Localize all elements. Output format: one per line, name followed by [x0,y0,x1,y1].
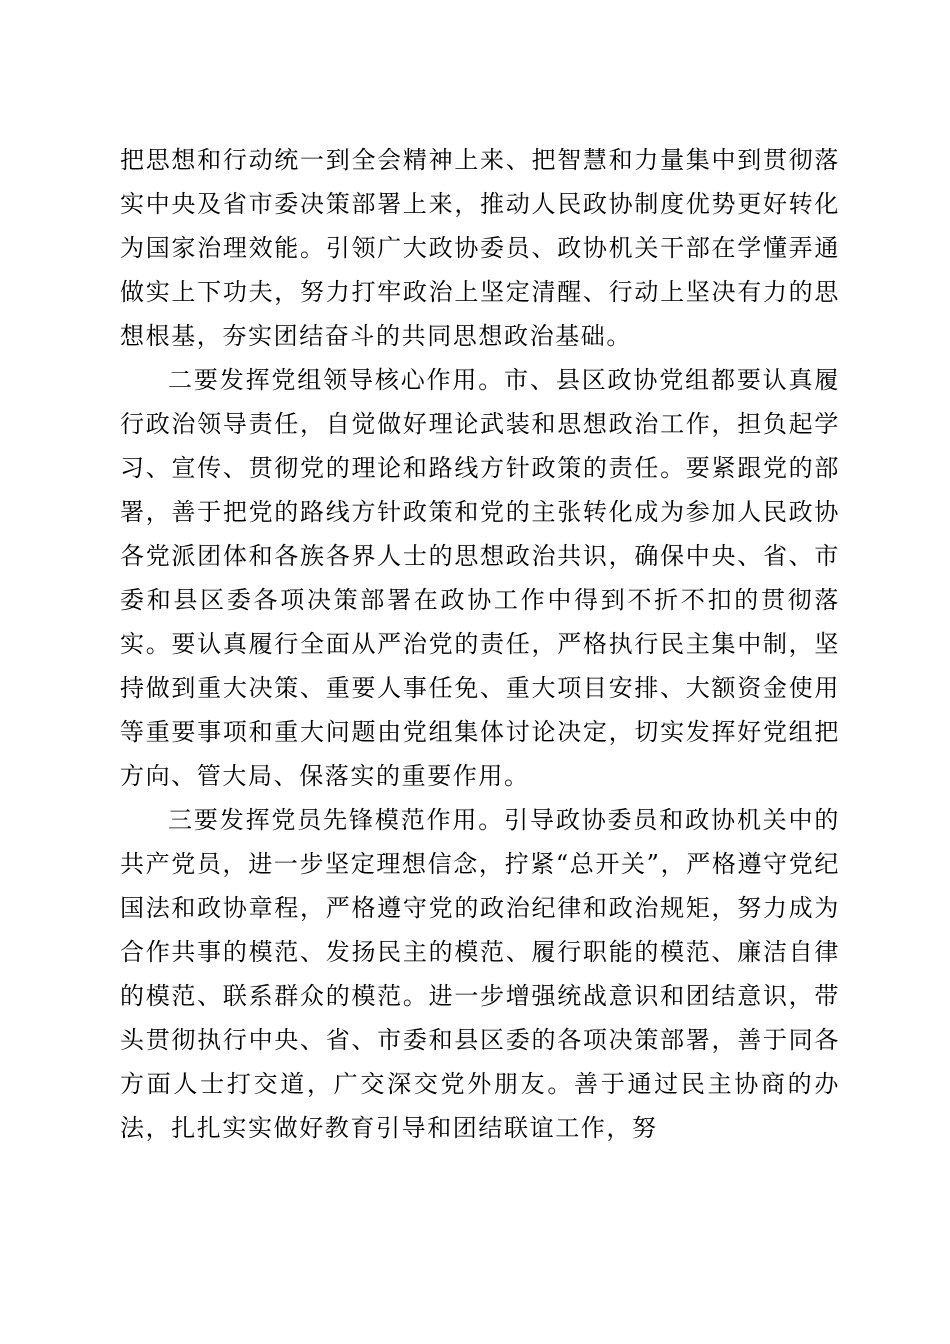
document-body [120,138,840,1150]
paragraph-continued: 把思想和行动统一到全会精神上来、把智慧和力量集中到贯彻落实中央及省市委决策部署上来，推动人民政协制度优势更好转化为国家治理效能。引领广大政协委员、政协机关干部在学懂弄通做实上下功夫，努力打牢政治上坚定清醒、行动上坚决有力的思想根基，夯实团结奋斗的共同思想政治基础。 [120,146,840,350]
paragraph-party-group-role: 二要发挥党组领导核心作用。市、县区政协党组都要认真履行政治领导责任，自觉做好理论武装和思想政治工作，担负起学习、宣传、贯彻党的理论和路线方针政策的责任。要紧跟党的部署，善于把党的路线方针政策和党的主张转化成为参加人民政协各党派团体和各族各界人士的思想政治共识，确保中央、省、市委和县区委各项决策部署在政协工作中得到不折不扣的贯彻落实。要认真履行全面从严治党的责任，严格执行民主集中制，坚持做到重大决策、重要人事任免、重大项目安排、大额资金使用等重要事项和重大问题由党组集体讨论决定，切实发挥好党组把方向、管大局、保落实的重要作用。 [120,366,840,790]
paragraph-party-member-role: 三要发挥党员先锋模范作用。引导政协委员和政协机关中的共产党员，进一步坚定理想信念，拧紧“总开关”，严格遵守党纪国法和政协章程，严格遵守党的政治纪律和政治规矩，努力成为合作共事的模范、发扬民主的模范、履行职能的模范、廉洁自律的模范、联系群众的模范。进一步增强统战意识和团结意识，带头贯彻执行中央、省、市委和县区委的各项决策部署，善于同各方面人士打交道，广交深交党外朋友。善于通过民主协商的办法，扎扎实实做好教育引导和团结联谊工作，努 [120,806,840,1142]
